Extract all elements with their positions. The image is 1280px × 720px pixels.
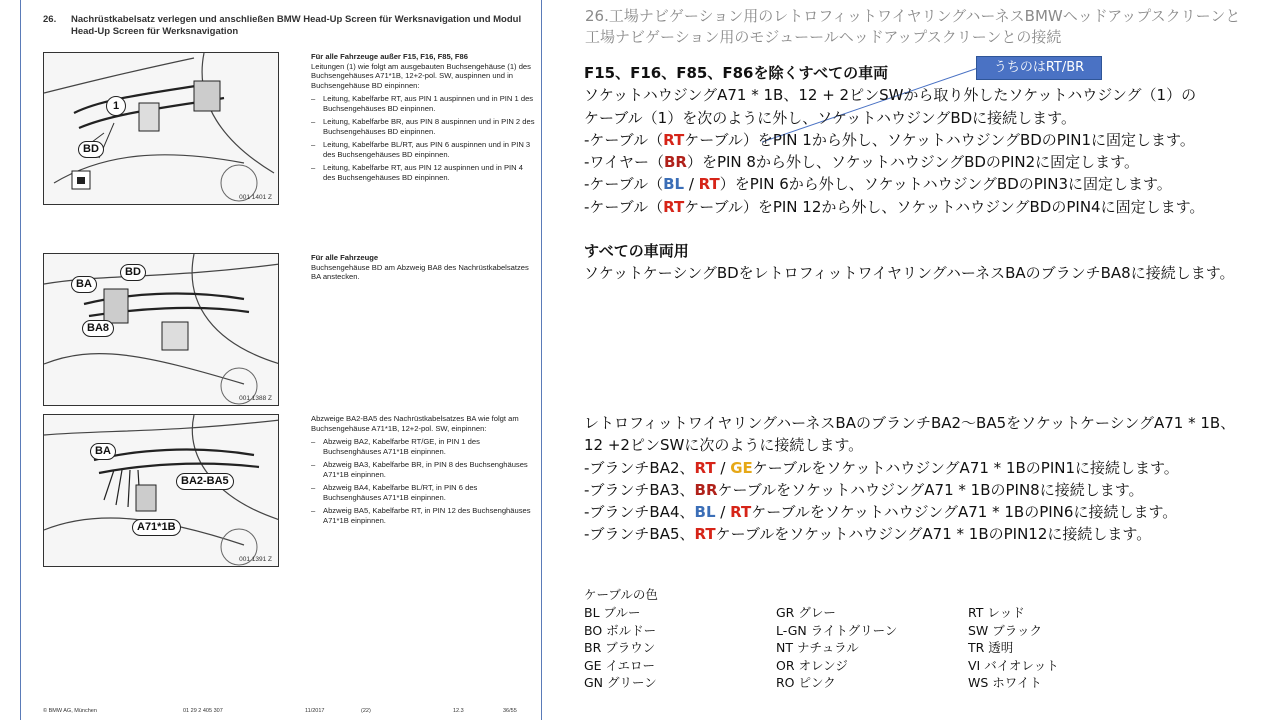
step-text: ケーブルをソケットハウジングA71 * 1BのPIN8に接続します。	[717, 480, 1144, 499]
color-br: BR	[694, 480, 718, 499]
step-text: ）をPIN 6から外し、ソケットハウジングBDのPIN3に固定します。	[719, 175, 1172, 194]
figure-1-item: – Leitung, Kabelfarbe BR, aus PIN 8 auspinnen und in PIN 2 des Buchsengehäuses BD einpinnen.	[311, 117, 536, 136]
jp-section-3-step	[584, 479, 1264, 501]
callout-bd: BD	[120, 264, 146, 281]
callout-ba8: BA8	[82, 320, 114, 337]
step-text: -ケーブル（	[584, 130, 664, 149]
color-rt: RT	[694, 525, 716, 544]
legend-item: GR グレー	[776, 605, 836, 620]
step-text: ケーブルをソケットハウジングA71 * 1BのPIN6に接続します。	[751, 503, 1178, 522]
figure-3-intro: Abzweige BA2-BA5 des Nachrüstkabelsatzes BA wie folgt am Buchsengehäuse A71*1B, 12+2-pol. SW, einpinnen:	[311, 414, 519, 433]
jp-title-line: 工場ナビゲーション用のモジューールヘッドアップスクリーンとの接続	[585, 28, 1062, 46]
figure-1-illustration	[43, 52, 279, 205]
legend-item: NT ナチュラル	[776, 640, 859, 656]
figure-3-illustration	[43, 414, 279, 567]
jp-section-1-step	[584, 129, 1264, 151]
legend-item: GE イエロー	[584, 657, 656, 673]
jp-section-2	[584, 240, 1264, 285]
figure-2-code: 001 1388 Z	[239, 395, 272, 402]
jp-section-3-intro: レトロフィットワイヤリングハーネスBAのブランチBA2～BA5をソケットケーシングA71 * 1B、	[584, 414, 1236, 432]
legend-item: TR 透明	[968, 640, 1014, 656]
figure-3-item: – Abzweig BA3, Kabelfarbe BR, in PIN 8 des Buchsenghäuses A71*1B einpinnen.	[311, 460, 536, 479]
separator: /	[715, 503, 731, 522]
color-rt: RT	[663, 130, 685, 149]
step-text: -ケーブル（	[584, 175, 664, 194]
figure-2-title: Für alle Fahrzeuge	[311, 253, 379, 262]
manual-heading-text: Nachrüstkabelsatz verlegen und anschließen BMW Head-Up Screen für Werksnavigation und Modul Head-Up Screen für Werksnavigation	[71, 14, 522, 37]
jp-section-3-step	[584, 501, 1264, 523]
figure-2-text	[311, 253, 536, 282]
manual-footer	[43, 708, 523, 718]
color-rt: RT	[698, 175, 720, 194]
figure-1-intro: Leitungen (1) wie folgt am ausgebauten Buchsengehäuse (1) des Buchsengehäuses A71*1B, 12+2-pol. SW, auspinnen und in Buchsengehäuse BD einpinnen:	[311, 61, 531, 90]
step-text: -ブランチBA2、	[584, 458, 695, 477]
figure-2-intro: Buchsengehäuse BD am Abzweig BA8 des Nachrüstkabelsatzes BA anstecken.	[311, 262, 529, 281]
color-rt: RT	[730, 503, 752, 522]
figure-2-illustration	[43, 253, 279, 406]
jp-section-2-heading: すべての車両用	[584, 242, 689, 260]
manual-heading-number: 26.	[43, 14, 57, 25]
figure-1-item: – Leitung, Kabelfarbe BL/RT, aus PIN 6 auspinnen und in PIN 3 des Buchsengehäuses BD einpinnen.	[311, 140, 536, 159]
legend-column-3	[968, 604, 1158, 692]
callout-ba: BA	[90, 443, 116, 460]
callout-bd: BD	[78, 141, 104, 158]
figure-1-drawing	[44, 53, 279, 205]
step-text: -ブランチBA3、	[584, 480, 695, 499]
jp-section-2-text: ソケットケーシングBDをレトロフィットワイヤリングハーネスBAのブランチBA8に接続します。	[584, 264, 1235, 283]
legend-item: BO ボルドー	[584, 622, 657, 638]
callout-ba: BA	[71, 276, 97, 293]
figure-1-code: 001 1401 Z	[239, 194, 272, 201]
footer-date: 11/2017	[305, 708, 325, 714]
figure-1-title: Für alle Fahrzeuge außer F15, F16, F85, F86	[311, 52, 468, 61]
figure-1-item: – Leitung, Kabelfarbe RT, aus PIN 12 auspinnen und in PIN 4 des Buchsengehäuses BD einpinnen.	[311, 163, 536, 182]
jp-section-1-step	[584, 196, 1264, 218]
jp-section-1-intro: ソケットハウジングA71 * 1B、12 + 2ピンSWから取り外したソケットハウジング（1）の	[584, 86, 1197, 105]
legend-item: SW ブラック	[968, 622, 1043, 638]
legend-item: BR ブラウン	[584, 640, 656, 656]
jp-title	[585, 6, 1245, 48]
footer-doc-number: 01 29 2 405 307	[183, 708, 223, 714]
step-text: ケーブルをソケットハウジングA71 * 1BのPIN1に接続します。	[752, 458, 1179, 477]
separator: /	[715, 458, 731, 477]
jp-section-1-step	[584, 151, 1264, 173]
step-text: ケーブル）をPIN 12から外し、ソケットハウジングBDのPIN4に固定します。	[684, 197, 1205, 216]
legend-item: OR オレンジ	[776, 657, 848, 673]
figure-3-text	[311, 414, 536, 525]
callout-1: 1	[106, 96, 126, 116]
cable-color-legend	[584, 586, 1059, 691]
color-bl: BL	[694, 503, 716, 522]
jp-title-line: 26.工場ナビゲーション用のレトロフィットワイヤリングハーネスBMWヘッドアップスクリーンと	[585, 7, 1241, 25]
color-rt: RT	[694, 458, 716, 477]
legend-title: ケーブルの色	[584, 587, 658, 602]
legend-item: RO ピンク	[776, 675, 836, 691]
color-br: BR	[663, 153, 687, 172]
legend-column-1	[584, 604, 774, 692]
legend-item: WS ホワイト	[968, 675, 1042, 691]
step-text: ケーブルをソケットハウジングA71 * 1BのPIN12に接続します。	[715, 525, 1152, 544]
color-ge: GE	[730, 458, 753, 477]
jp-section-1	[584, 62, 1264, 218]
legend-item: BL ブルー	[584, 605, 641, 620]
callout-ba2-ba5: BA2-BA5	[176, 473, 234, 490]
jp-section-3-step	[584, 523, 1264, 545]
legend-item: VI バイオレット	[968, 657, 1059, 673]
jp-section-1-heading: F15、F16、F85、F86を除くすべての車両	[584, 64, 889, 82]
manual-page	[20, 0, 542, 720]
step-text: -ワイヤー（	[584, 153, 664, 172]
figure-3-item: – Abzweig BA2, Kabelfarbe RT/GE, in PIN 1 des Buchsenghäuses A71*1B einpinnen.	[311, 437, 536, 456]
figure-3-code: 001 1391 Z	[239, 556, 272, 563]
legend-item: RT レッド	[968, 605, 1025, 620]
figure-1-item: – Leitung, Kabelfarbe RT, aus PIN 1 auspinnen und in PIN 1 des Buchsengehäuses BD einpinnen.	[311, 94, 536, 113]
color-rt: RT	[663, 197, 685, 216]
step-text: -ケーブル（	[584, 197, 664, 216]
step-text: -ブランチBA5、	[584, 525, 695, 544]
jp-section-3-intro: 12 +2ピンSWに次のように接続します。	[584, 436, 864, 455]
figure-3-drawing	[44, 415, 279, 567]
callout-a71-1b: A71*1B	[132, 519, 181, 536]
step-text: ）をPIN 8から外し、ソケットハウジングBDのPIN2に固定します。	[686, 153, 1139, 172]
legend-column-2	[776, 604, 966, 692]
jp-section-1-step	[584, 173, 1264, 195]
footer-copyright: © BMW AG, München	[43, 708, 97, 714]
step-text: ケーブル）をPIN 1から外し、ソケットハウジングBDのPIN1に固定します。	[684, 130, 1195, 149]
separator: /	[684, 175, 699, 194]
figure-3-item: – Abzweig BA4, Kabelfarbe BL/RT, in PIN 6 des Buchsenghäuses A71*1B einpinnen.	[311, 483, 536, 502]
jp-section-3-step	[584, 457, 1264, 479]
step-text: -ブランチBA4、	[584, 503, 695, 522]
color-bl: BL	[663, 175, 685, 194]
figure-3-item: – Abzweig BA5, Kabelfarbe RT, in PIN 12 des Buchsenghäuses A71*1B einpinnen.	[311, 506, 536, 525]
figure-1-text	[311, 52, 536, 182]
annotation-box: うちのはRT/BR	[976, 56, 1102, 80]
jp-section-3	[584, 412, 1264, 546]
jp-section-1-intro: ケーブル（1）を次のように外し、ソケットハウジングBDに接続します。	[584, 108, 1076, 127]
legend-item: L-GN ライトグリーン	[776, 622, 898, 638]
footer-code: (22)	[361, 708, 371, 714]
footer-version: 12.3	[453, 708, 464, 714]
footer-page: 36/55	[503, 708, 517, 714]
legend-item: GN グリーン	[584, 675, 657, 691]
